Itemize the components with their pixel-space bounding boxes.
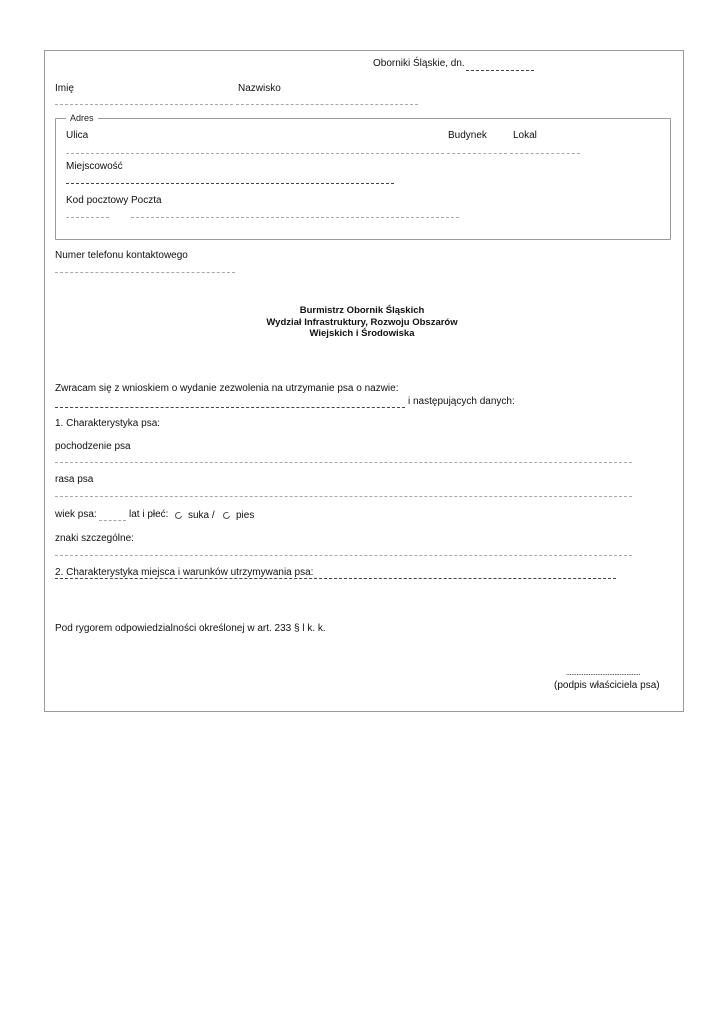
age-label: wiek psa: — [55, 509, 97, 520]
unit-field[interactable] — [510, 153, 580, 154]
section-1-heading: 1. Charakterystyka psa: — [55, 418, 161, 429]
sex-male-label: pies — [236, 510, 255, 521]
first-name-field[interactable] — [55, 104, 233, 105]
date-field[interactable] — [466, 70, 534, 71]
recipient-line-2: Wydział Infrastruktury, Rozwoju Obszarów — [266, 317, 458, 328]
following-data-label: i następujących danych: — [408, 396, 515, 407]
phone-field[interactable] — [55, 272, 235, 273]
building-field[interactable] — [447, 153, 507, 154]
address-legend: Adres — [66, 113, 98, 123]
street-label: Ulica — [66, 130, 89, 141]
recipient-line-1: Burmistrz Obornik Śląskich — [299, 305, 425, 316]
special-marks-field[interactable] — [55, 555, 632, 556]
special-marks-label: znaki szczególne: — [55, 533, 134, 544]
address-group — [55, 118, 671, 240]
street-field[interactable] — [66, 153, 444, 154]
age-field[interactable] — [99, 520, 126, 521]
last-name-field[interactable] — [236, 104, 418, 105]
request-intro: Zwracam się z wnioskiem o wydanie zezwolenia na utrzymanie psa o nazwie: — [55, 383, 399, 394]
place-date-label: Oborniki Śląskie, dn. — [373, 58, 465, 69]
section-2-heading: 2. Charakterystyka miejsca i warunków utrzymywania psa: — [55, 567, 314, 578]
phone-label: Numer telefonu kontaktowego — [55, 250, 188, 261]
signature-line[interactable]: ........................................... — [566, 668, 641, 677]
post-office-field[interactable] — [131, 217, 459, 218]
breed-label: rasa psa — [55, 474, 94, 485]
recipient-line-3: Wiejskich i Środowiska — [309, 328, 415, 339]
postal-code-field[interactable] — [66, 217, 109, 218]
sex-female-radio[interactable] — [175, 512, 182, 519]
declaration-text: Pod rygorem odpowiedzialności określonej w art. 233 § l k. k. — [55, 623, 326, 634]
first-name-label: Imię — [55, 83, 74, 94]
post-office-label: Poczta — [131, 195, 162, 206]
postal-code-label: Kod pocztowy — [66, 195, 129, 206]
city-label: Miejscowość — [66, 161, 123, 172]
sex-male-radio[interactable] — [223, 512, 230, 519]
sex-female-label: suka / — [188, 510, 215, 521]
breed-field[interactable] — [55, 496, 632, 497]
signature-caption: (podpis właściciela psa) — [554, 680, 660, 691]
dog-name-field[interactable] — [55, 407, 405, 408]
conditions-field[interactable] — [55, 578, 616, 579]
city-field[interactable] — [66, 183, 394, 184]
last-name-label: Nazwisko — [238, 83, 281, 94]
years-sex-label: lat i płeć: — [129, 509, 169, 520]
building-label: Budynek — [448, 130, 487, 141]
origin-label: pochodzenie psa — [55, 441, 131, 452]
unit-label: Lokal — [513, 130, 537, 141]
origin-field[interactable] — [55, 462, 632, 463]
